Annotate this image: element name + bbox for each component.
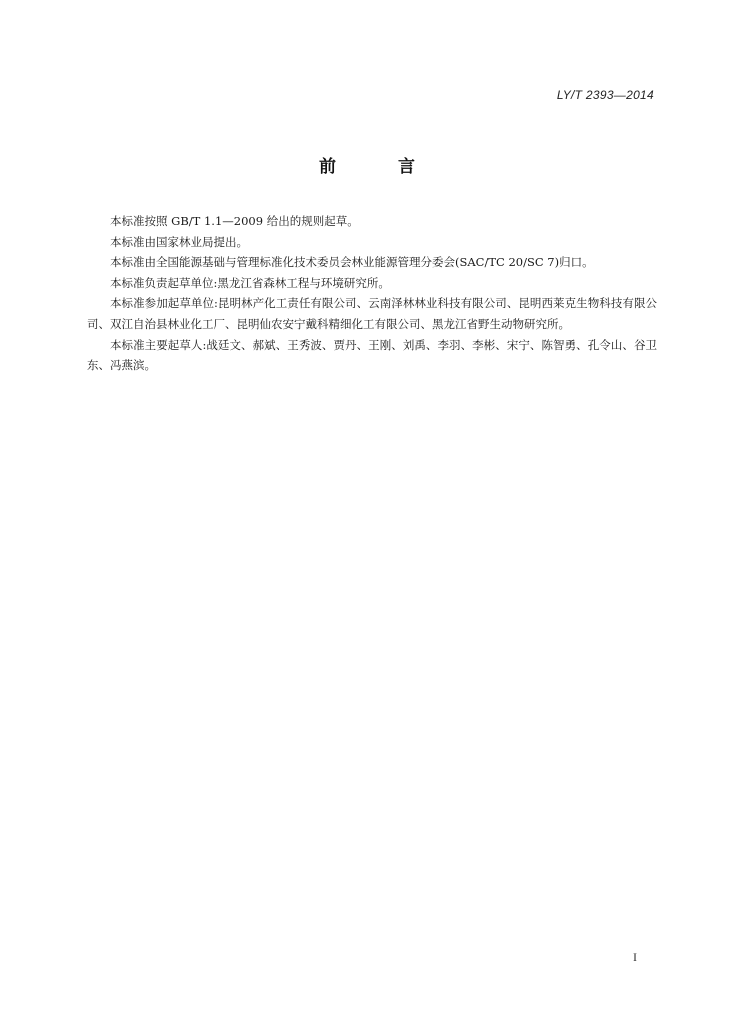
- foreword-body: [87, 211, 657, 376]
- paragraph-participating-units: 本标准参加起草单位:昆明林产化工责任有限公司、云南泽林林业科技有限公司、昆明西莱克生物科技有限公司、双江自治县林业化工厂、昆明仙农安宁戴科精细化工有限公司、黑龙江省野生动物研究所。: [87, 296, 657, 331]
- paragraph-proposer: 本标准由国家林业局提出。: [110, 234, 248, 249]
- paragraph-main-drafters: 本标准主要起草人:战廷文、郝斌、王秀波、贾丹、王刚、刘禹、李羽、李彬、宋宁、陈智勇、孔令山、谷卫东、冯燕滨。: [87, 337, 657, 373]
- paragraph-drafting-rules: 本标准按照 GB/T 1.1—2009 给出的规则起草。: [110, 214, 359, 228]
- page-number: I: [633, 950, 637, 964]
- standard-code: LY/T 2393—2014: [556, 88, 654, 102]
- paragraph-committee: 本标准由全国能源基础与管理标准化技术委员会林业能源管理分委会(SAC/TC 20/SC 7)归口。: [110, 255, 594, 270]
- paragraph-lead-drafter: 本标准负责起草单位:黑龙江省森林工程与环境研究所。: [110, 275, 390, 290]
- page-title: 前 言: [319, 157, 443, 177]
